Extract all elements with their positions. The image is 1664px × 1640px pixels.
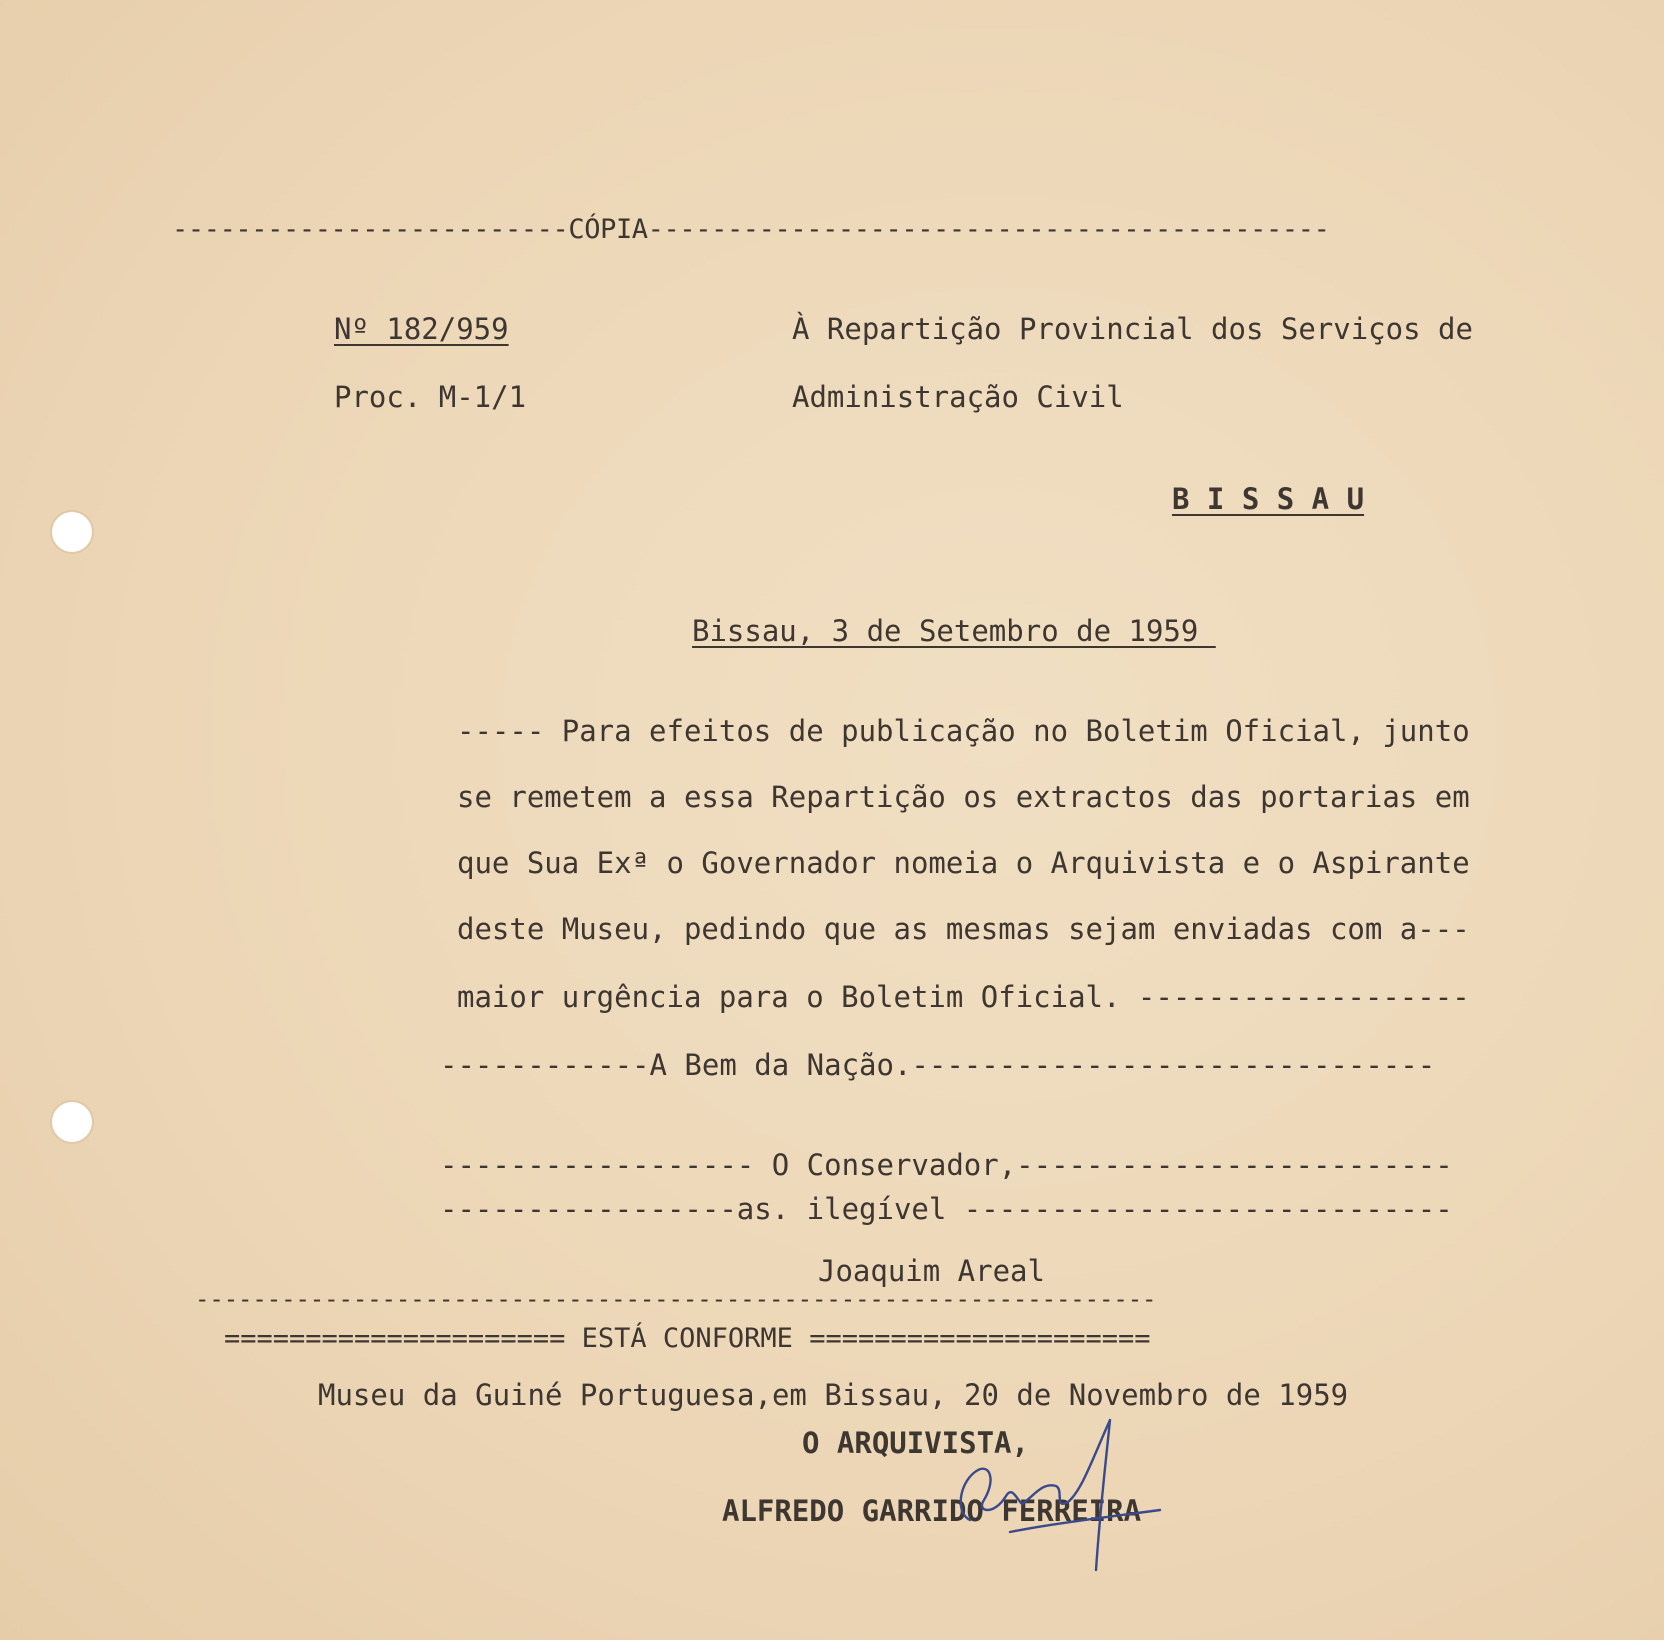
addressee-line-2: Administração Civil <box>792 380 1124 414</box>
body-line-1: ----- Para efeitos de publicação no Boletim Oficial, junto <box>457 714 1470 748</box>
conservador-line: ------------------ O Conservador,------------------------- <box>440 1148 1453 1182</box>
punch-hole-bottom <box>52 1102 92 1142</box>
punch-hole-top <box>52 512 92 552</box>
certification-role: O ARQUIVISTA, <box>802 1426 1029 1460</box>
reference-number: Nº 182/959 <box>334 312 509 346</box>
signature-note: -----------------as. ilegível ---------------------------- <box>440 1192 1453 1226</box>
date-line: Bissau, 3 de Setembro de 1959 <box>692 614 1216 648</box>
copy-header: -------------------------CÓPIA------------------------------------------- <box>172 214 1330 245</box>
addressee-city: B I S S A U <box>1172 482 1365 516</box>
conforme-line: ===================== ESTÁ CONFORME ===================== <box>224 1323 1151 1354</box>
salutation: ------------A Bem da Nação.------------------------------ <box>440 1048 1436 1082</box>
body-line-2: se remetem a essa Repartição os extractos das portarias em <box>457 780 1470 814</box>
process-number: Proc. M-1/1 <box>334 380 527 414</box>
body-line-5: maior urgência para o Boletim Oficial. ------------------- <box>457 980 1470 1014</box>
certification-place-date: Museu da Guiné Portuguesa,em Bissau, 20 de Novembro de 1959 <box>318 1378 1349 1412</box>
handwritten-signature <box>950 1400 1180 1575</box>
separator-rule: ------------------------------------------------------------------- <box>195 1285 1157 1313</box>
certification-name: ALFREDO GARRIDO FERREIRA <box>722 1494 1142 1528</box>
signer-name: Joaquim Areal <box>818 1254 1045 1288</box>
addressee-line-1: À Repartição Provincial dos Serviços de <box>792 312 1473 346</box>
body-line-3: que Sua Exª o Governador nomeia o Arquivista e o Aspirante <box>457 846 1470 880</box>
body-line-4: deste Museu, pedindo que as mesmas sejam enviadas com a--- <box>457 912 1470 946</box>
